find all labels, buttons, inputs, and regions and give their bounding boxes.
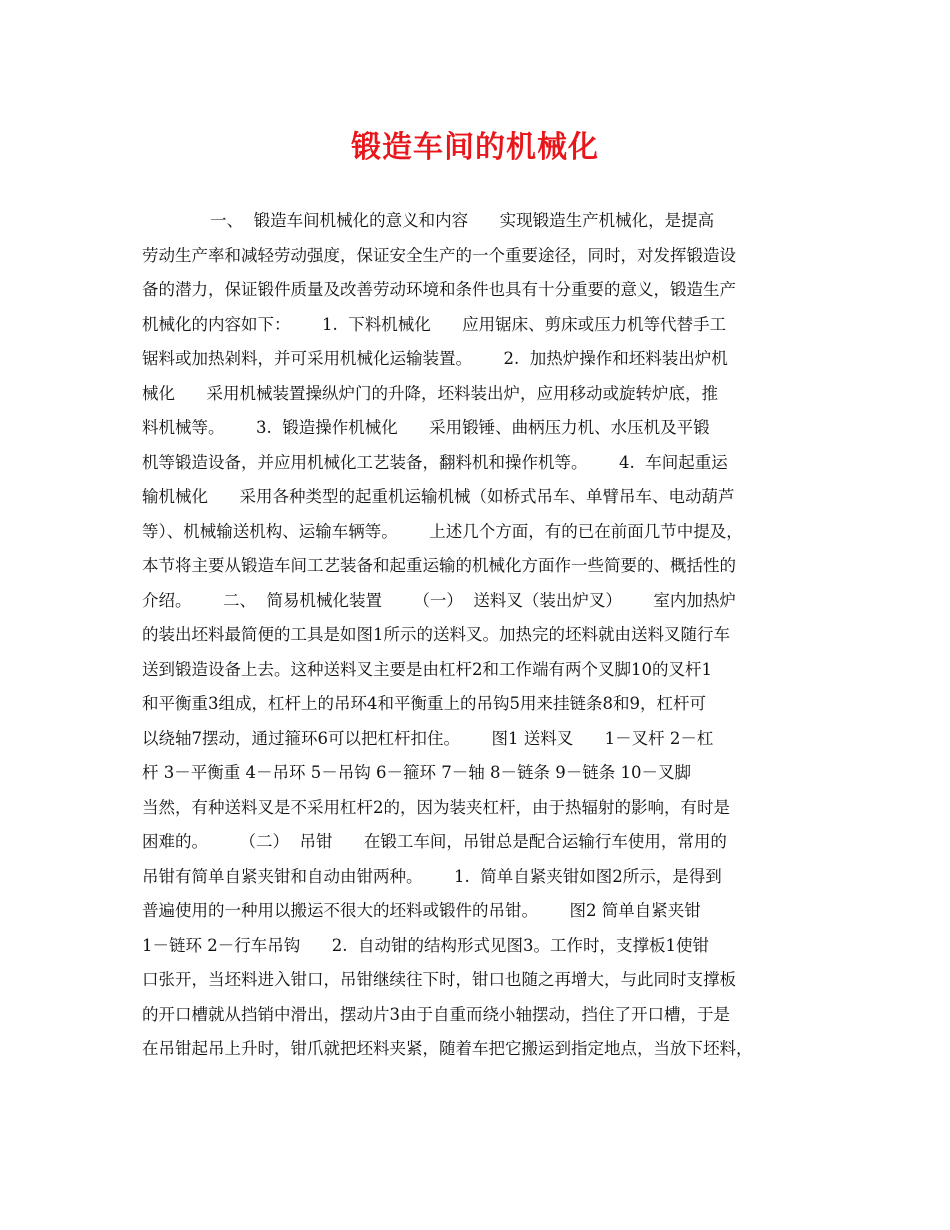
body-line: 和平衡重3组成，杠杆上的吊环4和平衡重上的吊钩5用来挂链条8和9，杠杆可: [142, 694, 706, 713]
document-body: [142, 204, 822, 1067]
body-line: 在吊钳起吊上升时，钳爪就把坯料夹紧，随着车把它搬运到指定地点，当放下坯料，: [142, 1039, 753, 1058]
body-line: 机等锻造设备，并应用机械化工艺装备，翻料机和操作机等。 4. 车间起重运: [142, 452, 728, 472]
body-line: 当然，有种送料叉是不采用杠杆2的，因为装夹杠杆，由于热辐射的影响，有时是: [142, 797, 730, 817]
body-line: 口张开，当坯料进入钳口，吊钳继续往下时，钳口也随之再增大，与此同时支撑板: [142, 970, 736, 989]
body-line: 备的潜力，保证锻件质量及改善劳动环境和条件也具有十分重要的意义，锻造生产: [142, 280, 736, 299]
body-line: 的开口槽就从挡销中滑出，摆动片3由于自重而绕小轴摆动，挡住了开口槽，于是: [142, 1004, 730, 1024]
body-line: 送到锻造设备上去。这种送料叉主要是由杠杆2和工作端有两个叉脚10的叉杆1: [142, 659, 712, 679]
body-line: 机械化的内容如下： 1. 下料机械化 应用锯床、剪床或压力机等代替手工: [142, 314, 727, 334]
body-line: 困难的。 （二） 吊钳 在锻工车间，吊钳总是配合运输行车使用，常用的: [142, 832, 727, 851]
body-line: 杆 3－平衡重 4－吊环 5－吊钩 6－箍环 7－轴 8－链条 9－链条 10－叉脚: [142, 763, 691, 782]
body-line: 输机械化 采用各种类型的起重机运输机械（如桥式吊车、单臂吊车、电动葫芦: [142, 487, 735, 506]
body-line: 吊钳有简单自紧夹钳和自动由钳两种。 1. 简单自紧夹钳如图2所示，是得到: [142, 866, 722, 886]
body-line: 本节将主要从锻造车间工艺装备和起重运输的机械化方面作一些简要的、概括性的: [142, 556, 736, 575]
body-line: 料机械等。 3. 锻造操作机械化 采用锻锤、曲柄压力机、水压机及平锻: [142, 418, 710, 437]
body-line: 介绍。 二、 简易机械化装置 （一） 送料叉（装出炉叉） 室内加热炉: [142, 590, 736, 610]
body-line: 的装出坯料最简便的工具是如图1所示的送料叉。加热完的坯料就由送料叉随行车: [142, 625, 730, 644]
page-title: 锻造车间的机械化: [351, 130, 599, 165]
body-line: 劳动生产率和减轻劳动强度，保证安全生产的一个重要途径，同时，对发挥锻造设: [142, 245, 736, 265]
body-line: 等）、机械输送机构、运输车辆等。 上述几个方面，有的已在前面几节中提及，: [142, 521, 743, 541]
body-line: 一、 锻造车间机械化的意义和内容 实现锻造生产机械化，是提高: [142, 211, 715, 230]
body-line: 锯料或加热剁料，并可采用机械化运输装置。 2. 加热炉操作和坯料装出炉机: [142, 349, 728, 368]
body-line: 械化 采用机械装置操纵炉门的升降，坯料装出炉，应用移动或旋转炉底，推: [142, 383, 718, 403]
body-line: 1－链环 2－行车吊钩 2. 自动钳的结构形式见图3。工作时，支撑板1使钳: [142, 935, 709, 955]
body-line: 以绕轴7摆动，通过箍环6可以把杠杆扣住。 图1 送料叉 1－叉杆 2－杠: [142, 728, 714, 748]
body-line: 普遍使用的一种用以搬运不很大的坯料或锻件的吊钳。 图2 简单自紧夹钳: [142, 901, 701, 920]
